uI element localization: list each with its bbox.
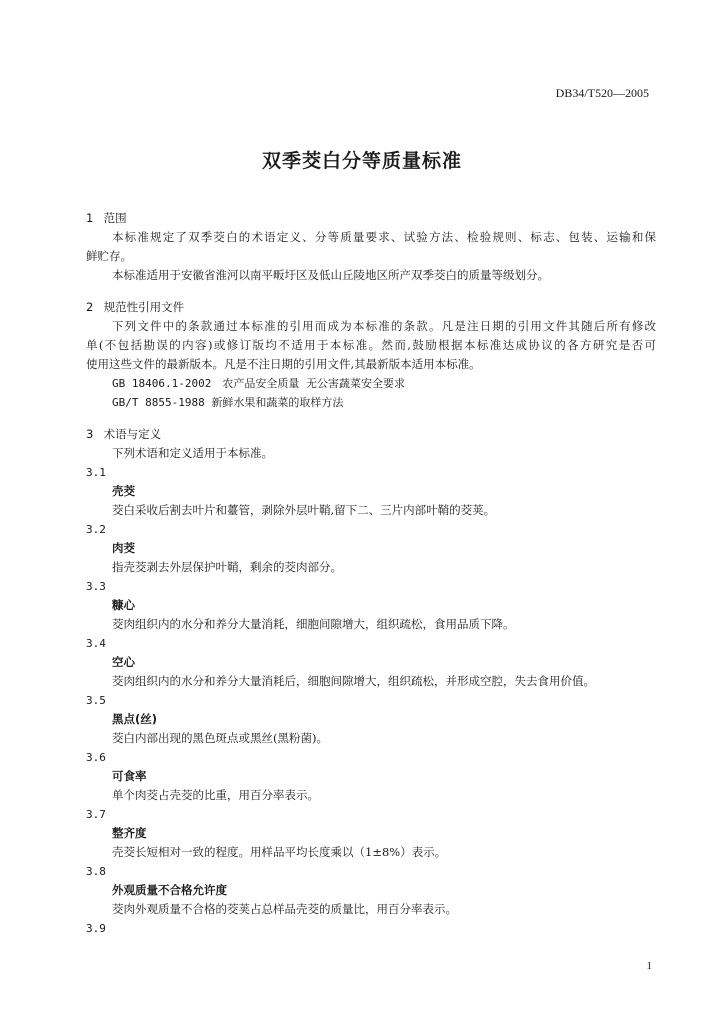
paragraph: 本标准规定了双季茭白的术语定义、分等质量要求、试验方法、检验规则、标志、包装、运输和保 — [112, 230, 656, 244]
term-number: 3.1 — [86, 466, 106, 479]
term-number: 3.4 — [86, 637, 106, 650]
term-number: 3.5 — [86, 694, 106, 707]
term-definition: 茭肉组织内的水分和养分大量消耗，细胞间隙增大，组织疏松，食用品质下降。 — [112, 617, 515, 631]
section-title: 范围 — [103, 211, 127, 225]
section-number: 1 — [86, 211, 94, 225]
term-name: 空心 — [112, 655, 135, 669]
reference-item: GB 18406.1-2002 农产品安全质量 无公害蔬菜安全要求 — [112, 377, 405, 390]
term-name: 糠心 — [112, 598, 135, 612]
term-number: 3.7 — [86, 808, 106, 821]
term-name: 壳茭 — [112, 484, 135, 498]
term-number: 3.2 — [86, 523, 106, 536]
paragraph: 使用这些文件的最新版本。凡是不注日期的引用文件,其最新版本适用本标准。 — [86, 357, 481, 371]
term-name: 可食率 — [112, 769, 147, 783]
page-number: 1 — [646, 960, 652, 972]
paragraph: 鲜贮存。 — [86, 249, 132, 263]
standard-code: DB34/T520—2005 — [555, 86, 649, 100]
section-title: 规范性引用文件 — [103, 300, 185, 314]
document-body — [86, 209, 656, 938]
term-name: 黑点(丝) — [112, 712, 158, 726]
term-name: 肉茭 — [112, 541, 135, 555]
section-title: 术语与定义 — [103, 427, 162, 441]
term-definition: 茭白内部出现的黑色斑点或黑丝(黑粉菌)。 — [112, 731, 328, 745]
term-definition: 单个肉茭占壳茭的比重，用百分率表示。 — [112, 788, 319, 802]
term-number: 3.8 — [86, 865, 106, 878]
section-number: 2 — [86, 300, 94, 314]
term-number: 3.9 — [86, 922, 106, 935]
document-title: 双季茭白分等质量标准 — [261, 150, 462, 172]
term-definition: 茭肉组织内的水分和养分大量消耗后，细胞间隙增大，组织疏松，并形成空腔，失去食用价值。 — [112, 674, 595, 688]
section-heading — [86, 298, 656, 317]
paragraph: 单(不包括勘误的内容)或修订版均不适用于本标准。然而,鼓励根据本标准达成协议的各方研究是否可 — [86, 338, 656, 352]
section-heading — [86, 209, 656, 228]
term-definition: 壳茭长短相对一致的程度。用样品平均长度乘以（1±8%）表示。 — [112, 845, 447, 859]
reference-item: GB/T 8855-1988 新鲜水果和蔬菜的取样方法 — [112, 396, 344, 409]
term-number: 3.3 — [86, 580, 106, 593]
paragraph: 下列文件中的条款通过本标准的引用而成为本标准的条款。凡是注日期的引用文件其随后所有修改 — [112, 319, 656, 333]
term-definition: 指壳茭剥去外层保护叶鞘，剩余的茭肉部分。 — [112, 560, 342, 574]
term-definition: 茭肉外观质量不合格的茭荚占总样品壳茭的质量比，用百分率表示。 — [112, 902, 457, 916]
term-name: 整齐度 — [112, 826, 147, 840]
paragraph: 下列术语和定义适用于本标准。 — [112, 446, 273, 460]
section-number: 3 — [86, 427, 94, 441]
section-heading — [86, 425, 656, 444]
paragraph: 本标准适用于安徽省淮河以南平畈圩区及低山丘陵地区所产双季茭白的质量等级划分。 — [112, 268, 549, 282]
term-definition: 茭白采收后割去叶片和薹管，剥除外层叶鞘,留下二、三片内部叶鞘的茭荚。 — [112, 503, 496, 517]
term-number: 3.6 — [86, 751, 106, 764]
term-name: 外观质量不合格允许度 — [112, 883, 227, 897]
